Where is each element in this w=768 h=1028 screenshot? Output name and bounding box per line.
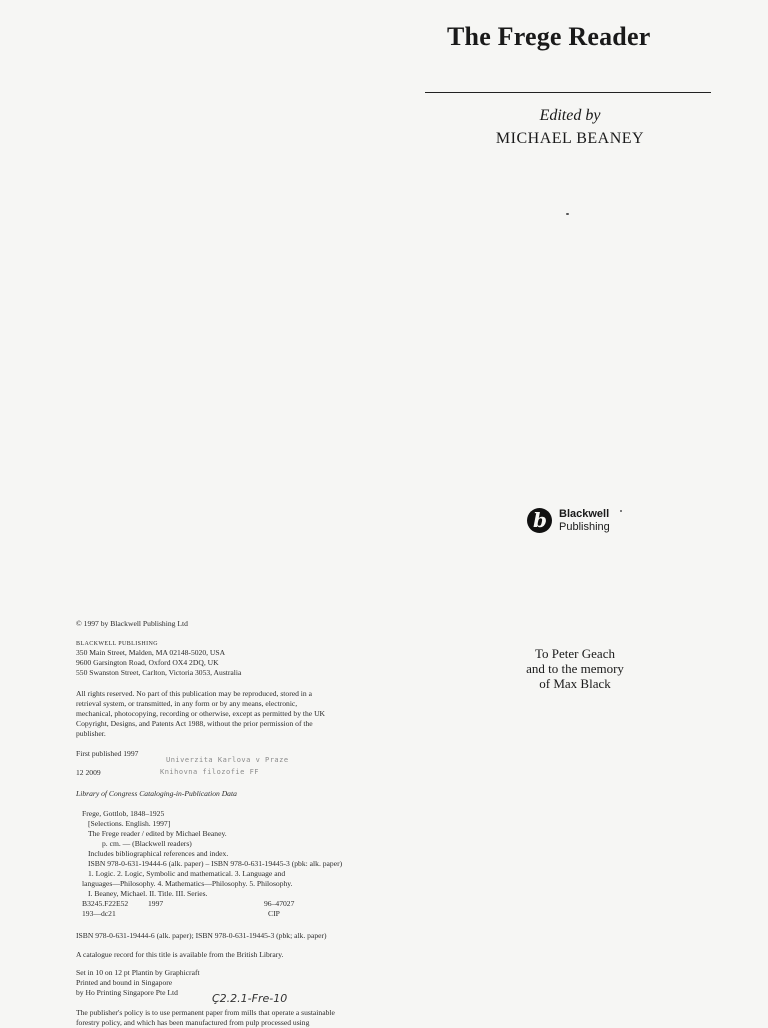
scan-speck xyxy=(566,213,569,215)
copyright-line: © 1997 by Blackwell Publishing Ltd xyxy=(76,619,188,628)
publisher-logo xyxy=(527,508,647,538)
typesetting-line: by Ho Printing Singapore Pte Ltd xyxy=(76,988,178,997)
call-number: B3245.F22E52 xyxy=(82,899,129,908)
rights-line: Copyright, Designs, and Patents Act 1988, without the prior permission of the xyxy=(76,719,313,728)
printing-number: 12 2009 xyxy=(76,768,101,777)
address-line: 9600 Garsington Road, Oxford OX4 2DQ, UK xyxy=(76,658,219,667)
lccn: 96–47027 xyxy=(264,899,295,908)
dewey-number: 193—dc21 xyxy=(82,909,116,918)
cip-line: The Frege reader / edited by Michael Beaney. xyxy=(88,829,227,838)
typesetting-line: Printed and bound in Singapore xyxy=(76,978,173,987)
first-published: First published 1997 xyxy=(76,749,139,758)
rights-line: mechanical, photocopying, recording or otherwise, except as permitted by the UK xyxy=(76,709,326,718)
edited-by-label: Edited by xyxy=(539,107,601,124)
dedication-line: To Peter Geach xyxy=(535,646,615,661)
cip-line: p. cm. — (Blackwell readers) xyxy=(102,839,192,848)
editor-name: MICHAEL BEANEY xyxy=(495,130,645,147)
book-title: The Frege Reader xyxy=(447,22,651,51)
cip-mark: CIP xyxy=(268,909,280,918)
logo-mark-letter: b xyxy=(533,508,547,532)
publisher-imprint: BLACKWELL PUBLISHING xyxy=(76,641,158,647)
call-year: 1997 xyxy=(148,899,164,908)
rights-line: retrieval system, or transmitted, in any form or by any means, electronic, xyxy=(76,699,298,708)
cip-line: Frege, Gottlob, 1848–1925 xyxy=(82,809,165,818)
cip-line: I. Beaney, Michael. II. Title. III. Series. xyxy=(88,889,208,898)
paper-policy-line: The publisher's policy is to use permanent paper from mills that operate a sustainable xyxy=(76,1008,335,1017)
cip-heading: Library of Congress Cataloging-in-Publication Data xyxy=(76,789,237,798)
title-rule xyxy=(425,92,711,93)
cip-line: 1. Logic. 2. Logic, Symbolic and mathematical. 3. Language and xyxy=(88,869,286,878)
cip-line: ISBN 978-0-631-19444-6 (alk. paper) – ISBN 978-0-631-19445-3 (pbk: alk. paper) xyxy=(88,859,343,868)
library-stamp-line2: Knihovna filozofie FF xyxy=(160,768,260,776)
library-stamp-line1: Univerzita Karlova v Praze xyxy=(166,756,289,764)
dedication-line: of Max Black xyxy=(539,676,611,691)
cip-line: Includes bibliographical references and index. xyxy=(88,849,229,858)
cip-line: [Selections. English. 1997] xyxy=(88,819,171,828)
cip-line: languages—Philosophy. 4. Mathematics—Philosophy. 5. Philosophy. xyxy=(82,879,293,888)
publisher-name-line2: Publishing xyxy=(559,521,610,533)
catalogue-record: A catalogue record for this title is available from the British Library. xyxy=(76,950,284,959)
address-line: 550 Swanston Street, Carlton, Victoria 3053, Australia xyxy=(76,668,242,677)
paper-policy-line: forestry policy, and which has been manufactured from pulp processed using xyxy=(76,1018,310,1027)
rights-line: All rights reserved. No part of this publication may be reproduced, stored in a xyxy=(76,689,312,698)
typesetting-line: Set in 10 on 12 pt Plantin by Graphicraft xyxy=(76,968,200,977)
handwritten-shelfmark: Ç2.2.1-Fre-10 xyxy=(212,992,288,1005)
isbn-line: ISBN 978-0-631-19444-6 (alk. paper); ISBN 978-0-631-19445-3 (pbk; alk. paper) xyxy=(76,931,327,940)
publisher-name-line1: Blackwell xyxy=(559,508,610,520)
blackwell-logo-icon xyxy=(527,508,552,533)
dedication-line: and to the memory xyxy=(526,661,624,676)
address-line: 350 Main Street, Malden, MA 02148-5020, USA xyxy=(76,648,226,657)
rights-line: publisher. xyxy=(76,729,106,738)
